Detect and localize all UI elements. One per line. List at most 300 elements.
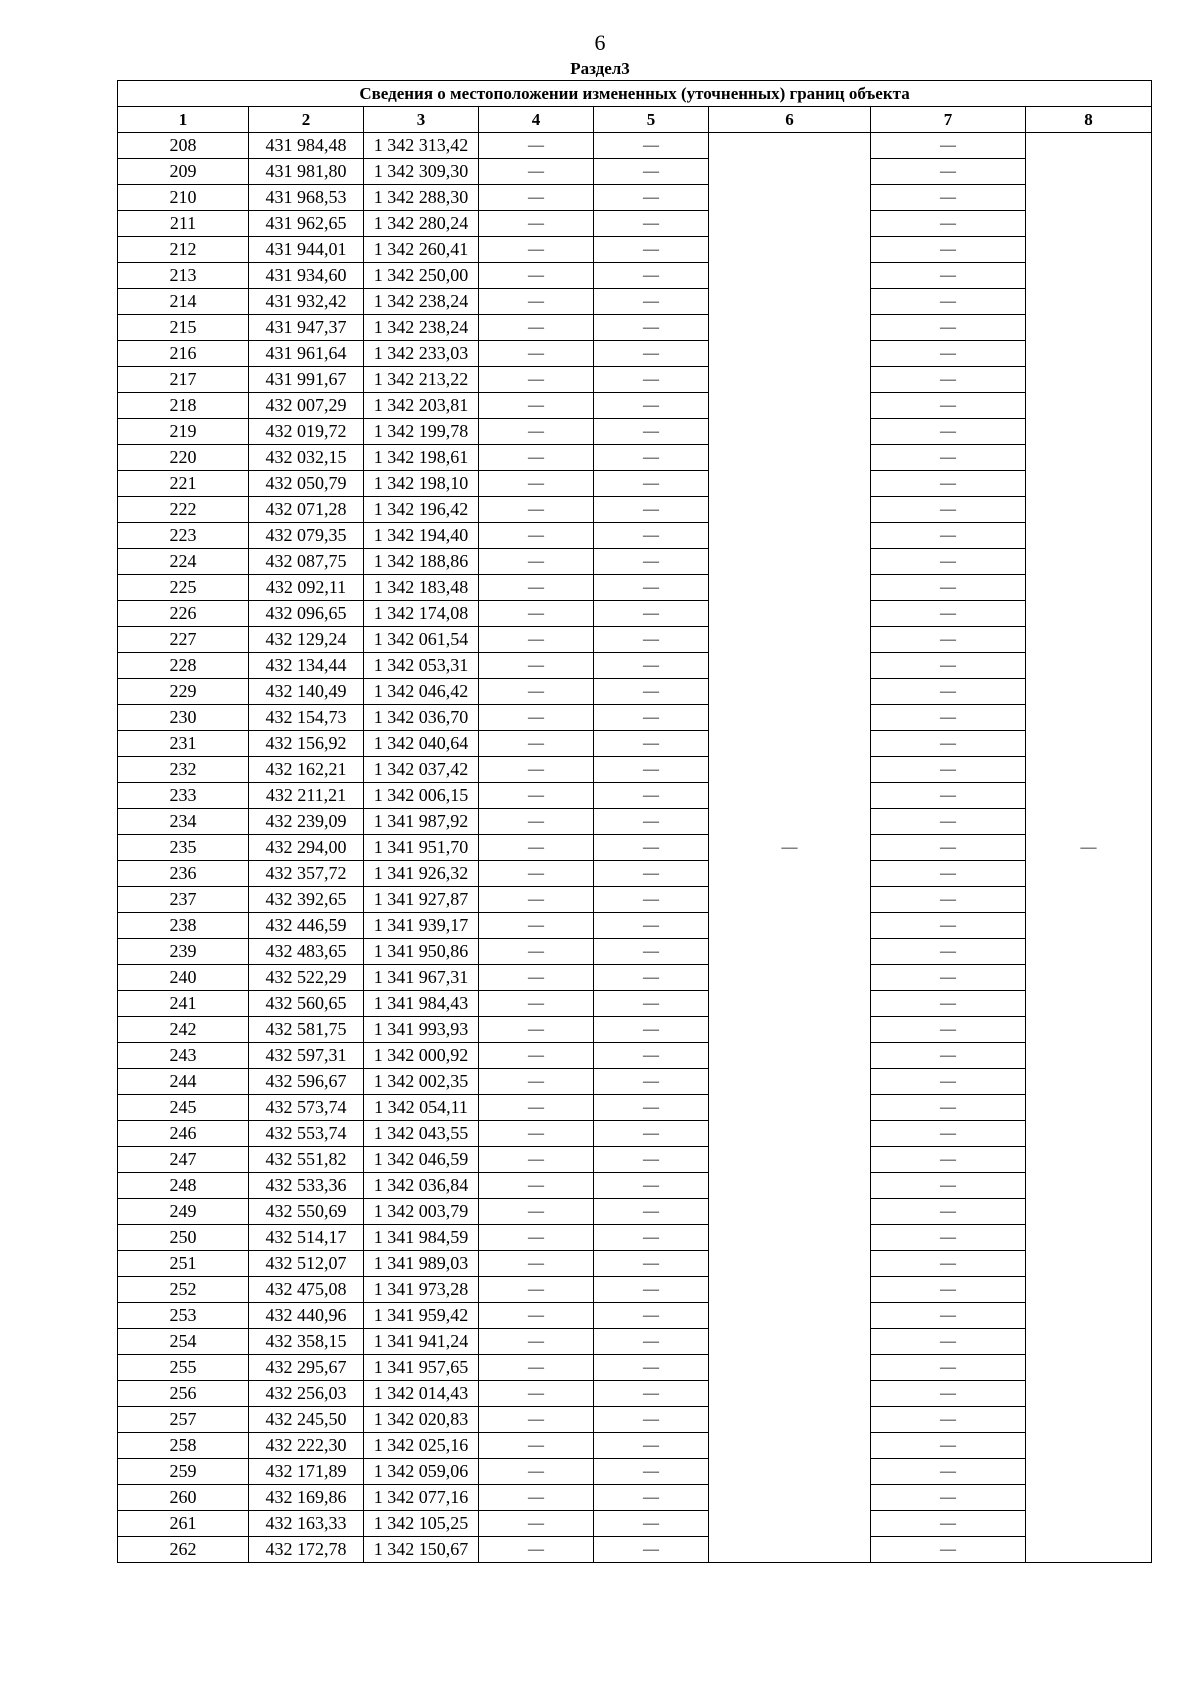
y-coordinate-cell: 1 342 150,67 xyxy=(364,1537,479,1563)
table-row xyxy=(118,1381,1152,1407)
column-5-cell: — xyxy=(594,1251,709,1277)
point-number-cell: 213 xyxy=(118,263,249,289)
column-5-cell: — xyxy=(594,1147,709,1173)
x-coordinate-cell: 432 087,75 xyxy=(249,549,364,575)
column-4-cell: — xyxy=(479,653,594,679)
y-coordinate-cell: 1 341 984,59 xyxy=(364,1225,479,1251)
y-coordinate-cell: 1 341 973,28 xyxy=(364,1277,479,1303)
column-4-cell: — xyxy=(479,627,594,653)
x-coordinate-cell: 432 533,36 xyxy=(249,1173,364,1199)
point-number-cell: 259 xyxy=(118,1459,249,1485)
column-7-cell: — xyxy=(871,211,1026,237)
column-7-cell: — xyxy=(871,1017,1026,1043)
column-7-cell: — xyxy=(871,939,1026,965)
y-coordinate-cell: 1 342 000,92 xyxy=(364,1043,479,1069)
column-4-cell: — xyxy=(479,861,594,887)
column-5-cell: — xyxy=(594,1017,709,1043)
x-coordinate-cell: 432 446,59 xyxy=(249,913,364,939)
x-coordinate-cell: 432 573,74 xyxy=(249,1095,364,1121)
point-number-cell: 211 xyxy=(118,211,249,237)
y-coordinate-cell: 1 341 957,65 xyxy=(364,1355,479,1381)
table-row xyxy=(118,523,1152,549)
column-7-cell: — xyxy=(871,315,1026,341)
y-coordinate-cell: 1 342 188,86 xyxy=(364,549,479,575)
column-7-cell: — xyxy=(871,835,1026,861)
column-7-cell: — xyxy=(871,1433,1026,1459)
x-coordinate-cell: 432 581,75 xyxy=(249,1017,364,1043)
column-5-cell: — xyxy=(594,1407,709,1433)
point-number-cell: 260 xyxy=(118,1485,249,1511)
column-5-cell: — xyxy=(594,263,709,289)
x-coordinate-cell: 432 134,44 xyxy=(249,653,364,679)
point-number-cell: 255 xyxy=(118,1355,249,1381)
point-number-cell: 239 xyxy=(118,939,249,965)
column-4-cell: — xyxy=(479,1459,594,1485)
table-row xyxy=(118,159,1152,185)
x-coordinate-cell: 432 172,78 xyxy=(249,1537,364,1563)
point-number-cell: 258 xyxy=(118,1433,249,1459)
column-5-cell: — xyxy=(594,445,709,471)
column-7-cell: — xyxy=(871,1511,1026,1537)
column-4-cell: — xyxy=(479,913,594,939)
column-4-cell: — xyxy=(479,757,594,783)
column-7-cell: — xyxy=(871,705,1026,731)
table-row xyxy=(118,1277,1152,1303)
x-coordinate-cell: 432 032,15 xyxy=(249,445,364,471)
column-4-cell: — xyxy=(479,575,594,601)
table-row xyxy=(118,1121,1152,1147)
point-number-cell: 220 xyxy=(118,445,249,471)
y-coordinate-cell: 1 342 043,55 xyxy=(364,1121,479,1147)
x-coordinate-cell: 432 550,69 xyxy=(249,1199,364,1225)
table-row xyxy=(118,1017,1152,1043)
point-number-cell: 219 xyxy=(118,419,249,445)
x-coordinate-cell: 432 007,29 xyxy=(249,393,364,419)
x-coordinate-cell: 431 944,01 xyxy=(249,237,364,263)
column-4-cell: — xyxy=(479,705,594,731)
column-7-cell: — xyxy=(871,575,1026,601)
y-coordinate-cell: 1 342 025,16 xyxy=(364,1433,479,1459)
point-number-cell: 241 xyxy=(118,991,249,1017)
column-7-cell: — xyxy=(871,601,1026,627)
table-row xyxy=(118,965,1152,991)
x-coordinate-cell: 432 295,67 xyxy=(249,1355,364,1381)
x-coordinate-cell: 432 211,21 xyxy=(249,783,364,809)
point-number-cell: 245 xyxy=(118,1095,249,1121)
y-coordinate-cell: 1 342 105,25 xyxy=(364,1511,479,1537)
column-7-cell: — xyxy=(871,393,1026,419)
y-coordinate-cell: 1 342 233,03 xyxy=(364,341,479,367)
point-number-cell: 224 xyxy=(118,549,249,575)
y-coordinate-cell: 1 341 926,32 xyxy=(364,861,479,887)
x-coordinate-cell: 432 050,79 xyxy=(249,471,364,497)
column-4-cell: — xyxy=(479,1355,594,1381)
column-7-cell: — xyxy=(871,471,1026,497)
point-number-cell: 242 xyxy=(118,1017,249,1043)
y-coordinate-cell: 1 342 046,59 xyxy=(364,1147,479,1173)
column-7-cell: — xyxy=(871,1043,1026,1069)
column-7-cell: — xyxy=(871,1459,1026,1485)
y-coordinate-cell: 1 342 061,54 xyxy=(364,627,479,653)
column-5-cell: — xyxy=(594,1199,709,1225)
column-4-cell: — xyxy=(479,887,594,913)
column-7-cell: — xyxy=(871,237,1026,263)
column-6-merged-cell: — xyxy=(709,133,871,1563)
column-5-cell: — xyxy=(594,601,709,627)
table-row xyxy=(118,1199,1152,1225)
table-row xyxy=(118,679,1152,705)
x-coordinate-cell: 431 984,48 xyxy=(249,133,364,159)
table-row xyxy=(118,185,1152,211)
y-coordinate-cell: 1 342 213,22 xyxy=(364,367,479,393)
table-row xyxy=(118,549,1152,575)
table-row xyxy=(118,393,1152,419)
column-header: 4 xyxy=(479,107,594,133)
x-coordinate-cell: 432 440,96 xyxy=(249,1303,364,1329)
table-row xyxy=(118,1485,1152,1511)
table-row xyxy=(118,1095,1152,1121)
column-5-cell: — xyxy=(594,913,709,939)
column-5-cell: — xyxy=(594,497,709,523)
column-5-cell: — xyxy=(594,549,709,575)
x-coordinate-cell: 432 222,30 xyxy=(249,1433,364,1459)
x-coordinate-cell: 431 934,60 xyxy=(249,263,364,289)
point-number-cell: 235 xyxy=(118,835,249,861)
column-5-cell: — xyxy=(594,211,709,237)
column-4-cell: — xyxy=(479,367,594,393)
point-number-cell: 240 xyxy=(118,965,249,991)
column-header: 7 xyxy=(871,107,1026,133)
column-4-cell: — xyxy=(479,1017,594,1043)
column-4-cell: — xyxy=(479,185,594,211)
table-row xyxy=(118,835,1152,861)
column-4-cell: — xyxy=(479,341,594,367)
point-number-cell: 246 xyxy=(118,1121,249,1147)
column-5-cell: — xyxy=(594,289,709,315)
column-5-cell: — xyxy=(594,419,709,445)
column-5-cell: — xyxy=(594,809,709,835)
point-number-cell: 223 xyxy=(118,523,249,549)
table-row xyxy=(118,419,1152,445)
table-row xyxy=(118,653,1152,679)
column-7-cell: — xyxy=(871,1277,1026,1303)
table-row xyxy=(118,315,1152,341)
column-5-cell: — xyxy=(594,783,709,809)
column-4-cell: — xyxy=(479,731,594,757)
column-5-cell: — xyxy=(594,679,709,705)
point-number-cell: 252 xyxy=(118,1277,249,1303)
column-4-cell: — xyxy=(479,523,594,549)
column-header-row xyxy=(118,107,1152,133)
table-row xyxy=(118,1069,1152,1095)
point-number-cell: 230 xyxy=(118,705,249,731)
table-row xyxy=(118,1225,1152,1251)
y-coordinate-cell: 1 342 006,15 xyxy=(364,783,479,809)
column-4-cell: — xyxy=(479,1043,594,1069)
table-row xyxy=(118,939,1152,965)
column-header: 3 xyxy=(364,107,479,133)
column-5-cell: — xyxy=(594,835,709,861)
column-5-cell: — xyxy=(594,991,709,1017)
point-number-cell: 237 xyxy=(118,887,249,913)
column-5-cell: — xyxy=(594,757,709,783)
y-coordinate-cell: 1 342 250,00 xyxy=(364,263,479,289)
column-4-cell: — xyxy=(479,783,594,809)
x-coordinate-cell: 431 991,67 xyxy=(249,367,364,393)
column-4-cell: — xyxy=(479,1095,594,1121)
x-coordinate-cell: 431 981,80 xyxy=(249,159,364,185)
y-coordinate-cell: 1 341 989,03 xyxy=(364,1251,479,1277)
point-number-cell: 212 xyxy=(118,237,249,263)
table-row xyxy=(118,991,1152,1017)
point-number-cell: 221 xyxy=(118,471,249,497)
column-4-cell: — xyxy=(479,419,594,445)
column-5-cell: — xyxy=(594,887,709,913)
column-7-cell: — xyxy=(871,1381,1026,1407)
column-5-cell: — xyxy=(594,133,709,159)
x-coordinate-cell: 432 522,29 xyxy=(249,965,364,991)
x-coordinate-cell: 432 551,82 xyxy=(249,1147,364,1173)
x-coordinate-cell: 432 294,00 xyxy=(249,835,364,861)
y-coordinate-cell: 1 342 059,06 xyxy=(364,1459,479,1485)
table-row xyxy=(118,367,1152,393)
table-row xyxy=(118,1407,1152,1433)
x-coordinate-cell: 432 256,03 xyxy=(249,1381,364,1407)
point-number-cell: 232 xyxy=(118,757,249,783)
table-row xyxy=(118,289,1152,315)
table-row xyxy=(118,757,1152,783)
y-coordinate-cell: 1 342 288,30 xyxy=(364,185,479,211)
column-7-cell: — xyxy=(871,1329,1026,1355)
table-body xyxy=(118,133,1152,1563)
table-row xyxy=(118,1251,1152,1277)
column-7-cell: — xyxy=(871,1251,1026,1277)
column-4-cell: — xyxy=(479,159,594,185)
column-5-cell: — xyxy=(594,1303,709,1329)
table-row xyxy=(118,341,1152,367)
column-header: 1 xyxy=(118,107,249,133)
column-4-cell: — xyxy=(479,1121,594,1147)
point-number-cell: 226 xyxy=(118,601,249,627)
table-row xyxy=(118,1433,1152,1459)
column-7-cell: — xyxy=(871,1355,1026,1381)
x-coordinate-cell: 432 171,89 xyxy=(249,1459,364,1485)
point-number-cell: 229 xyxy=(118,679,249,705)
boundary-coordinates-table xyxy=(117,80,1152,1563)
x-coordinate-cell: 432 597,31 xyxy=(249,1043,364,1069)
table-row xyxy=(118,913,1152,939)
table-row xyxy=(118,1147,1152,1173)
y-coordinate-cell: 1 341 939,17 xyxy=(364,913,479,939)
column-5-cell: — xyxy=(594,367,709,393)
y-coordinate-cell: 1 342 183,48 xyxy=(364,575,479,601)
x-coordinate-cell: 432 019,72 xyxy=(249,419,364,445)
y-coordinate-cell: 1 342 053,31 xyxy=(364,653,479,679)
x-coordinate-cell: 432 358,15 xyxy=(249,1329,364,1355)
column-7-cell: — xyxy=(871,913,1026,939)
table-caption: Сведения о местоположении измененных (уточненных) границ объекта xyxy=(118,81,1152,107)
point-number-cell: 218 xyxy=(118,393,249,419)
column-5-cell: — xyxy=(594,575,709,601)
y-coordinate-cell: 1 342 046,42 xyxy=(364,679,479,705)
column-4-cell: — xyxy=(479,1537,594,1563)
table-row xyxy=(118,809,1152,835)
column-4-cell: — xyxy=(479,1147,594,1173)
column-7-cell: — xyxy=(871,1095,1026,1121)
column-7-cell: — xyxy=(871,1303,1026,1329)
column-5-cell: — xyxy=(594,861,709,887)
y-coordinate-cell: 1 342 036,70 xyxy=(364,705,479,731)
point-number-cell: 228 xyxy=(118,653,249,679)
column-5-cell: — xyxy=(594,1173,709,1199)
column-4-cell: — xyxy=(479,133,594,159)
column-header: 6 xyxy=(709,107,871,133)
x-coordinate-cell: 432 239,09 xyxy=(249,809,364,835)
x-coordinate-cell: 432 245,50 xyxy=(249,1407,364,1433)
y-coordinate-cell: 1 342 238,24 xyxy=(364,315,479,341)
x-coordinate-cell: 432 392,65 xyxy=(249,887,364,913)
x-coordinate-cell: 432 154,73 xyxy=(249,705,364,731)
column-4-cell: — xyxy=(479,1199,594,1225)
point-number-cell: 222 xyxy=(118,497,249,523)
table-row xyxy=(118,211,1152,237)
y-coordinate-cell: 1 342 196,42 xyxy=(364,497,479,523)
x-coordinate-cell: 432 357,72 xyxy=(249,861,364,887)
x-coordinate-cell: 432 079,35 xyxy=(249,523,364,549)
column-8-merged-cell: — xyxy=(1026,133,1152,1563)
point-number-cell: 244 xyxy=(118,1069,249,1095)
y-coordinate-cell: 1 342 260,41 xyxy=(364,237,479,263)
y-coordinate-cell: 1 342 020,83 xyxy=(364,1407,479,1433)
column-4-cell: — xyxy=(479,1511,594,1537)
column-5-cell: — xyxy=(594,1095,709,1121)
column-4-cell: — xyxy=(479,1407,594,1433)
point-number-cell: 250 xyxy=(118,1225,249,1251)
y-coordinate-cell: 1 341 959,42 xyxy=(364,1303,479,1329)
column-7-cell: — xyxy=(871,991,1026,1017)
column-7-cell: — xyxy=(871,965,1026,991)
point-number-cell: 214 xyxy=(118,289,249,315)
column-5-cell: — xyxy=(594,731,709,757)
y-coordinate-cell: 1 342 198,61 xyxy=(364,445,479,471)
column-7-cell: — xyxy=(871,1485,1026,1511)
x-coordinate-cell: 432 596,67 xyxy=(249,1069,364,1095)
x-coordinate-cell: 432 071,28 xyxy=(249,497,364,523)
column-5-cell: — xyxy=(594,1537,709,1563)
column-5-cell: — xyxy=(594,1225,709,1251)
column-7-cell: — xyxy=(871,679,1026,705)
column-4-cell: — xyxy=(479,237,594,263)
column-4-cell: — xyxy=(479,1303,594,1329)
column-4-cell: — xyxy=(479,315,594,341)
column-5-cell: — xyxy=(594,471,709,497)
column-4-cell: — xyxy=(479,991,594,1017)
x-coordinate-cell: 431 932,42 xyxy=(249,289,364,315)
x-coordinate-cell: 432 129,24 xyxy=(249,627,364,653)
column-header: 2 xyxy=(249,107,364,133)
column-7-cell: — xyxy=(871,809,1026,835)
column-7-cell: — xyxy=(871,419,1026,445)
column-5-cell: — xyxy=(594,705,709,731)
column-4-cell: — xyxy=(479,1069,594,1095)
column-5-cell: — xyxy=(594,1511,709,1537)
column-4-cell: — xyxy=(479,1485,594,1511)
y-coordinate-cell: 1 342 037,42 xyxy=(364,757,479,783)
point-number-cell: 217 xyxy=(118,367,249,393)
column-7-cell: — xyxy=(871,653,1026,679)
column-5-cell: — xyxy=(594,939,709,965)
point-number-cell: 208 xyxy=(118,133,249,159)
y-coordinate-cell: 1 342 194,40 xyxy=(364,523,479,549)
y-coordinate-cell: 1 342 309,30 xyxy=(364,159,479,185)
column-7-cell: — xyxy=(871,1069,1026,1095)
column-7-cell: — xyxy=(871,263,1026,289)
x-coordinate-cell: 432 162,21 xyxy=(249,757,364,783)
point-number-cell: 238 xyxy=(118,913,249,939)
column-4-cell: — xyxy=(479,471,594,497)
column-5-cell: — xyxy=(594,1459,709,1485)
column-5-cell: — xyxy=(594,1329,709,1355)
table-row xyxy=(118,887,1152,913)
x-coordinate-cell: 432 096,65 xyxy=(249,601,364,627)
x-coordinate-cell: 432 560,65 xyxy=(249,991,364,1017)
column-7-cell: — xyxy=(871,549,1026,575)
x-coordinate-cell: 432 553,74 xyxy=(249,1121,364,1147)
column-7-cell: — xyxy=(871,731,1026,757)
column-7-cell: — xyxy=(871,523,1026,549)
column-7-cell: — xyxy=(871,133,1026,159)
column-5-cell: — xyxy=(594,341,709,367)
table-row xyxy=(118,133,1152,159)
column-5-cell: — xyxy=(594,1433,709,1459)
column-7-cell: — xyxy=(871,887,1026,913)
x-coordinate-cell: 432 156,92 xyxy=(249,731,364,757)
point-number-cell: 249 xyxy=(118,1199,249,1225)
table-row xyxy=(118,575,1152,601)
x-coordinate-cell: 432 514,17 xyxy=(249,1225,364,1251)
x-coordinate-cell: 432 512,07 xyxy=(249,1251,364,1277)
column-7-cell: — xyxy=(871,341,1026,367)
table-row xyxy=(118,1511,1152,1537)
column-4-cell: — xyxy=(479,1329,594,1355)
column-4-cell: — xyxy=(479,679,594,705)
y-coordinate-cell: 1 342 054,11 xyxy=(364,1095,479,1121)
column-7-cell: — xyxy=(871,1173,1026,1199)
point-number-cell: 227 xyxy=(118,627,249,653)
y-coordinate-cell: 1 342 198,10 xyxy=(364,471,479,497)
y-coordinate-cell: 1 342 280,24 xyxy=(364,211,479,237)
y-coordinate-cell: 1 341 987,92 xyxy=(364,809,479,835)
column-7-cell: — xyxy=(871,627,1026,653)
x-coordinate-cell: 432 169,86 xyxy=(249,1485,364,1511)
column-4-cell: — xyxy=(479,965,594,991)
column-4-cell: — xyxy=(479,549,594,575)
column-4-cell: — xyxy=(479,289,594,315)
y-coordinate-cell: 1 342 174,08 xyxy=(364,601,479,627)
point-number-cell: 231 xyxy=(118,731,249,757)
column-5-cell: — xyxy=(594,159,709,185)
column-7-cell: — xyxy=(871,289,1026,315)
y-coordinate-cell: 1 342 238,24 xyxy=(364,289,479,315)
y-coordinate-cell: 1 342 036,84 xyxy=(364,1173,479,1199)
column-7-cell: — xyxy=(871,1407,1026,1433)
point-number-cell: 262 xyxy=(118,1537,249,1563)
column-4-cell: — xyxy=(479,393,594,419)
table-row xyxy=(118,705,1152,731)
column-7-cell: — xyxy=(871,783,1026,809)
x-coordinate-cell: 431 962,65 xyxy=(249,211,364,237)
point-number-cell: 254 xyxy=(118,1329,249,1355)
